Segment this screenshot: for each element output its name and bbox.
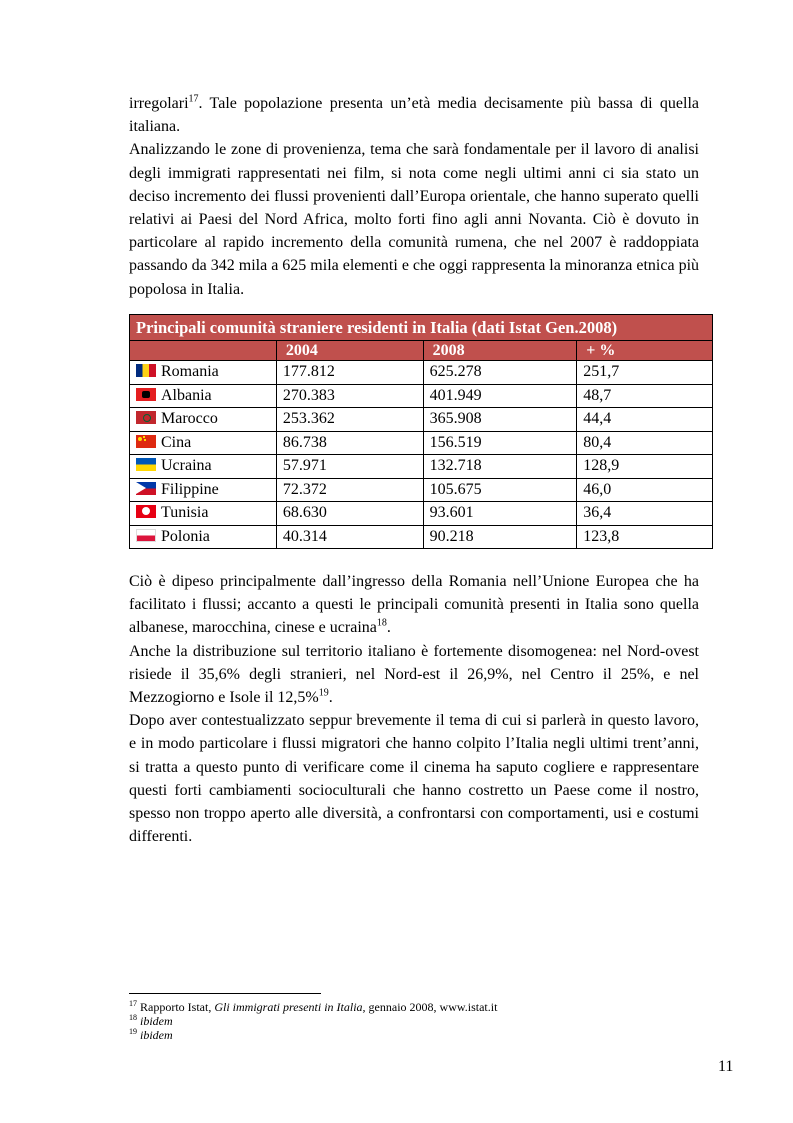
- body-text-bottom: [129, 570, 699, 848]
- table-row: [130, 478, 713, 502]
- value-2008: 132.718: [423, 455, 577, 479]
- footnote-ref[interactable]: 19: [318, 687, 329, 699]
- value-2004: 68.630: [276, 502, 423, 526]
- country-name: Ucraina: [161, 457, 212, 475]
- value-2004: 72.372: [276, 478, 423, 502]
- morocco-flag: [136, 411, 156, 424]
- albania-flag: [136, 388, 156, 401]
- header-2004: 2004: [276, 341, 423, 361]
- china-flag: [136, 435, 156, 448]
- value-percent: 128,9: [577, 455, 713, 479]
- paragraph: irregolari$^{17}$. Tale popolazione presenta un’età media decisamente più bassa di quella italiana.: [129, 93, 699, 136]
- paragraph: Dopo aver contestualizzato seppur brevemente il tema di cui si parlerà in questo lavoro, e in modo particolare i flussi migratori che hanno colpito l’Italia negli ultimi trent’anni, si tratta a questo punto di verificare come il cinema ha saputo cogliere e rappresentare questi forti cambiamenti socioculturali che hanno costretto un Paese come il nostro, spesso non troppo aperto alle diversità, a confrontarsi con comportamenti, usi e costumi differenti.: [129, 712, 699, 846]
- ukraine-flag: [136, 458, 156, 471]
- value-percent: 251,7: [577, 361, 713, 385]
- value-2008: 93.601: [423, 502, 577, 526]
- value-2004: 270.383: [276, 384, 423, 408]
- value-2004: 86.738: [276, 431, 423, 455]
- country-name: Albania: [161, 386, 212, 404]
- table-row: [130, 361, 713, 385]
- country-name: Filippine: [161, 480, 219, 498]
- footnote: $^{17}$ Rapporto Istat, Gli immigrati presenti in Italia, gennaio 2008, www.istat.it: [129, 999, 498, 1014]
- header-percent: + %: [577, 341, 713, 361]
- philippines-flag: [136, 482, 156, 495]
- paragraph: Ciò è dipeso principalmente dall’ingresso della Romania nell’Unione Europea che ha facilitato i flussi; accanto a questi le principali comunità presenti in Italia sono quella albanese, marocchina, cinese e ucraina$^{18}$.: [129, 573, 699, 637]
- footnote-ref[interactable]: 17: [188, 93, 199, 105]
- paragraph: Anche la distribuzione sul territorio italiano è fortemente disomogenea: nel Nord-ovest risiede il 35,6% degli stranieri, nel Nord-est il 26,9%, nel Centro il 25%, e nel Mezzogiorno e Isole il 12,5%$^{19}$.: [129, 642, 699, 707]
- tunisia-flag: [136, 505, 156, 518]
- poland-flag: [136, 529, 156, 542]
- value-2008: 365.908: [423, 408, 577, 432]
- table-row: [130, 408, 713, 432]
- value-2008: 156.519: [423, 431, 577, 455]
- country-name: Romania: [161, 363, 219, 381]
- paragraph: Analizzando le zone di provenienza, tema che sarà fondamentale per il lavoro di analisi degli immigrati rappresentati nei film, si nota come negli ultimi anni ci sia stato un deciso incremento dei flussi provenienti dall’Europa orientale, che hanno superato quelli relativi ai Paesi del Nord Africa, molto forti fino agli anni Novanta. Ciò è dovuto in particolare al rapido incremento della comunità rumena, che nel 2007 è raddoppiata passando da 342 mila a 625 mila elementi e che oggi rappresenta la minoranza etnica più popolosa in Italia.: [129, 141, 700, 298]
- footnotes: [129, 1000, 497, 1042]
- table-row: [130, 384, 713, 408]
- header-2008: 2008: [423, 341, 577, 361]
- value-2008: 105.675: [423, 478, 577, 502]
- footnote-ref[interactable]: 18: [376, 618, 387, 630]
- value-2008: 401.949: [423, 384, 577, 408]
- value-2004: 253.362: [276, 408, 423, 432]
- value-percent: 80,4: [577, 431, 713, 455]
- country-name: Marocco: [161, 410, 218, 428]
- footnote: $^{18}$ ibidem: [129, 1013, 173, 1028]
- value-2008: 625.278: [423, 361, 577, 385]
- table-title: Principali comunità straniere residenti in Italia (dati Istat Gen.2008): [130, 315, 713, 341]
- footnote-divider: [129, 993, 321, 994]
- body-text-top: [129, 92, 699, 301]
- table-row: [130, 455, 713, 479]
- country-name: Polonia: [161, 527, 210, 545]
- value-percent: 44,4: [577, 408, 713, 432]
- value-percent: 123,8: [577, 525, 713, 549]
- value-2004: 57.971: [276, 455, 423, 479]
- value-percent: 46,0: [577, 478, 713, 502]
- footnote: $^{19}$ ibidem: [129, 1027, 173, 1042]
- table-row: [130, 525, 713, 549]
- romania-flag: [136, 364, 156, 377]
- communities-table: [129, 314, 713, 549]
- value-2004: 177.812: [276, 361, 423, 385]
- country-name: Cina: [161, 433, 192, 451]
- country-name: Tunisia: [161, 504, 209, 522]
- value-percent: 36,4: [577, 502, 713, 526]
- value-2004: 40.314: [276, 525, 423, 549]
- header-country: [130, 341, 277, 361]
- value-percent: 48,7: [577, 384, 713, 408]
- value-2008: 90.218: [423, 525, 577, 549]
- table-row: [130, 431, 713, 455]
- table-row: [130, 502, 713, 526]
- page-number: 11: [718, 1058, 734, 1075]
